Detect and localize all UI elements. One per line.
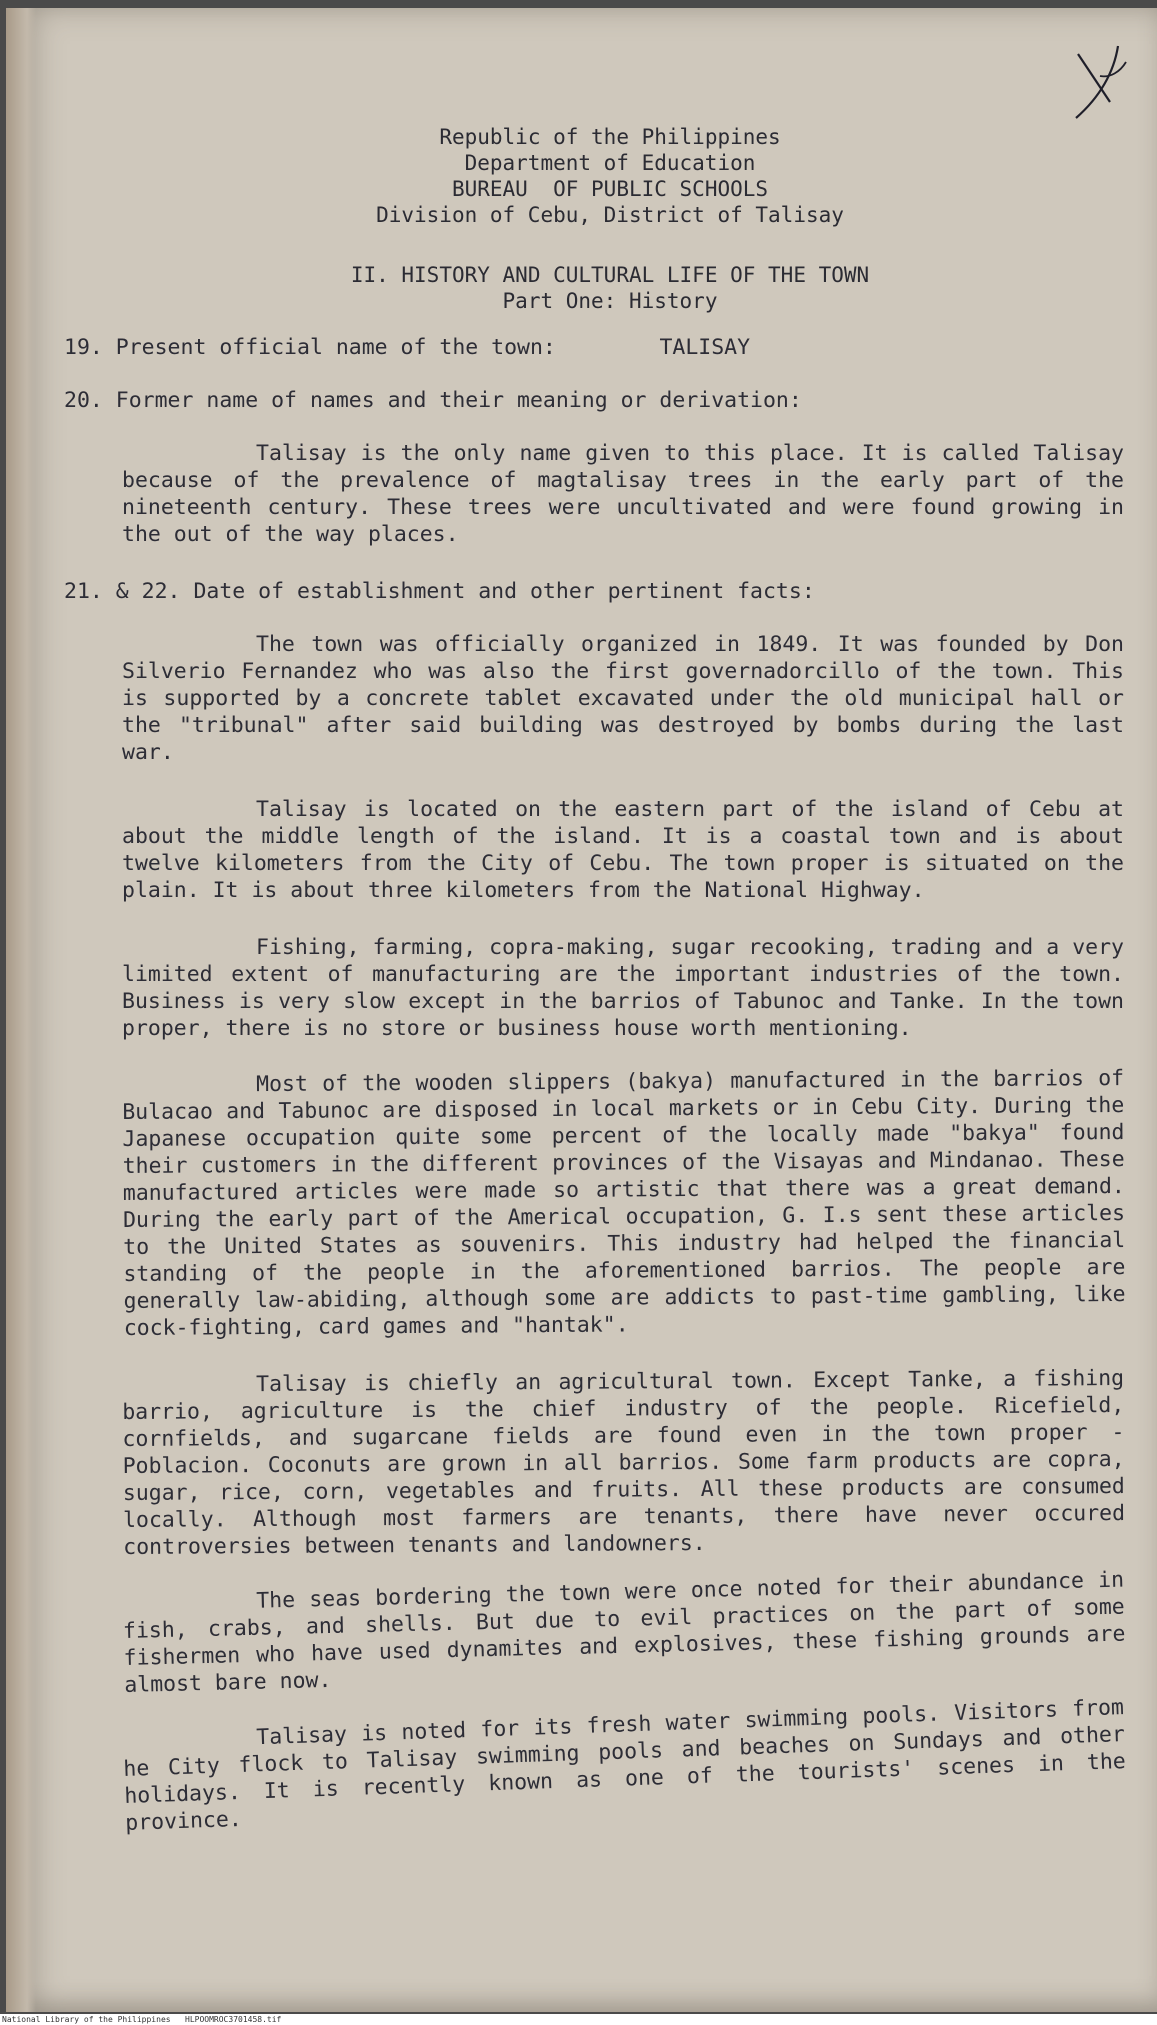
- section-heading: [260, 262, 960, 314]
- paragraph-agriculture: Talisay is chiefly an agricultural town. Except Tanke, a fishing barrio, agriculture is the chief industry of the people. Ricefield, cornfields, and sugarcane fields are found even in the town proper - Poblacion. Coconuts are grown in all barrios. Some farm products are copra, sugar, rice, corn, vegetables and fruits. All these products are consumed locally. Although most farmers are tenants, there have never occured controversies between tenants and landowners.: [122, 1366, 1126, 1560]
- page-spine-shadow: [6, 8, 36, 2012]
- question-19: [64, 334, 1124, 361]
- handwritten-x-mark: [1070, 42, 1130, 122]
- section-subtitle: Part One: History: [502, 289, 718, 313]
- section-title: II. HISTORY AND CULTURAL LIFE OF THE TOWN: [350, 263, 870, 287]
- paragraph-name-origin: Talisay is the only name given to this place. It is called Talisay because of the prevalence of magtalisay trees in the early part of the nineteenth century. These trees were uncultivated and were found growing in the out of the way places.: [122, 441, 1124, 547]
- question-21-22: 21. & 22. Date of establishment and other pertinent facts:: [64, 579, 815, 604]
- header-division: Division of Cebu, District of Talisay: [376, 203, 844, 227]
- document-header: [260, 124, 960, 228]
- question-20: 20. Former name of names and their meaning or derivation:: [64, 388, 802, 413]
- question-19-label: 19. Present official name of the town:: [64, 335, 556, 360]
- scan-footer: National Library of the Philippines HLPOOMROC3701458.tif: [0, 2014, 1157, 2025]
- paragraph-swimming-pools: Talisay is noted for its fresh water swimming pools. Visitors from he City flock to Talisay swimming pools and beaches on Sundays and other holidays. It is recently known as one of the tourists' scenes in the province.: [122, 1695, 1127, 1836]
- paragraph-industries: Fishing, farming, copra-making, sugar recooking, trading and a very limited extent of manufacturing are the important industries of the town. Business is very slow except in the barrios of Tabunoc and Tanke. In the town proper, there is no store or business house worth mentioning.: [122, 935, 1124, 1041]
- paragraph-bakya: Most of the wooden slippers (bakya) manufactured in the barrios of Bulacao and Tabunoc are disposed in local markets or in Cebu City. During the Japanese occupation quite some percent of the locally made "bakya" found their customers in the different provinces of the Visayas and Mindanao. These manufactured articles were made so artistic that there was a great demand. During the early part of the Americal occupation, G. I.s sent these articles to the United States as souvenirs. This industry had helped the financial standing of the people in the aforementioned barrios. The people are generally law-abiding, although some are addicts to past-time gambling, like cock-fighting, card games and "hantak".: [122, 1066, 1126, 1341]
- header-bureau: BUREAU OF PUBLIC SCHOOLS: [451, 177, 769, 201]
- paragraph-seas: The seas bordering the town were once noted for their abundance in fish, crabs, and shells. But due to evil practices on the part of some fishermen who have used dynamites and explosives, these fishing grounds are almost bare now.: [122, 1567, 1126, 1698]
- header-department: Department of Education: [464, 151, 756, 175]
- header-republic: Republic of the Philippines: [439, 125, 781, 149]
- question-19-answer: TALISAY: [659, 335, 751, 360]
- document-body: [64, 334, 1127, 1867]
- paragraph-location: Talisay is located on the eastern part of the island of Cebu at about the middle length of the island. It is a coastal town and is about twelve kilometers from the City of Cebu. The town proper is situated on the plain. It is about three kilometers from the National Highway.: [122, 797, 1124, 903]
- paragraph-establishment: The town was officially organized in 1849. It was founded by Don Silverio Fernandez who was also the first governadorcillo of the town. This is supported by a concrete tablet excavated under the old municipal hall or the "tribunal" after said building was destroyed by bombs during the last war.: [122, 632, 1124, 765]
